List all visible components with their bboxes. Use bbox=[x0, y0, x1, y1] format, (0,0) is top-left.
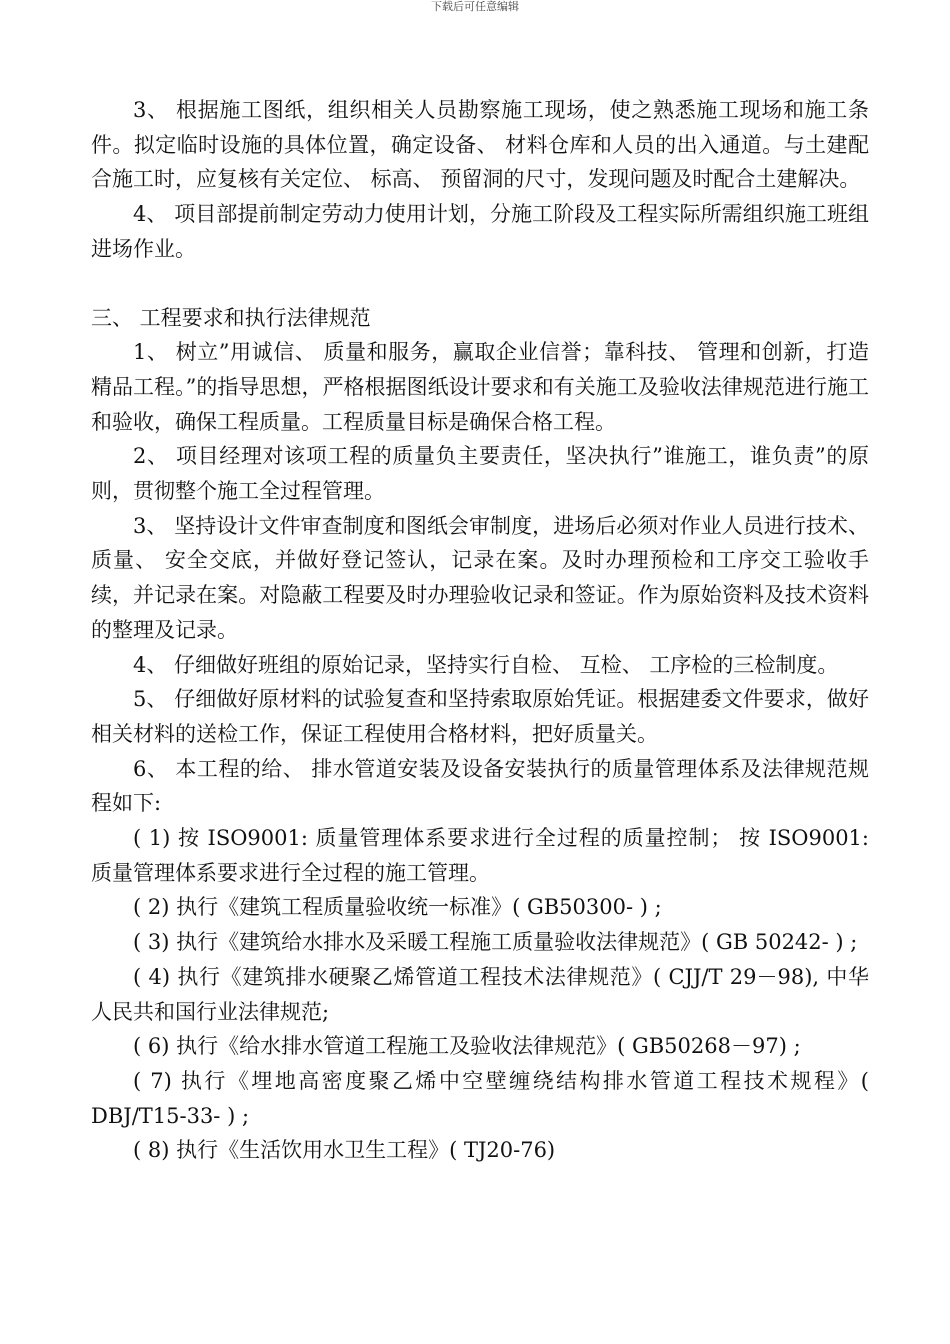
standard-item-2: ( 2) 执行《建筑工程质量验收统一标准》( GB50300- ) ; bbox=[133, 895, 662, 920]
section-heading: 三、 工程要求和执行法律规范 bbox=[91, 305, 371, 330]
page-header: 下载后可任意编辑 bbox=[431, 0, 519, 13]
paragraph-req-1: 1、 树立”用诚信、 质量和服务，赢取企业信誉；靠科技、 管理和创新，打造精品工程。”的指导思想，严格根据图纸设计要求和有关施工及验收法律规范进行施工和验收，确保工程质量。工程质量目标是确保合格工程。 bbox=[91, 340, 869, 434]
paragraph-req-3: 3、 坚持设计文件审查制度和图纸会审制度，进场后必须对作业人员进行技术、 质量、 安全交底，并做好登记签认，记录在案。及时办理预检和工序交工验收手续，并记录在案。对隐蔽工程要及时办理验收记录和签证。作为原始资料及技术资料的整理及记录。 bbox=[91, 513, 869, 642]
standard-item-1: ( 1) 按 ISO9001: 质量管理体系要求进行全过程的质量控制； 按 ISO9001: 质量管理体系要求进行全过程的施工管理。 bbox=[91, 826, 869, 885]
paragraph-req-2: 2、 项目经理对该项工程的质量负主要责任，坚决执行”谁施工，谁负责”的原则，贯彻整个施工全过程管理。 bbox=[91, 444, 869, 504]
document-body bbox=[91, 93, 869, 1168]
standard-item-7: ( 7) 执行《埋地高密度聚乙烯中空壁缠绕结构排水管道工程技术规程》( DBJ/T15-33- ) ; bbox=[91, 1068, 869, 1128]
standard-item-6: ( 6) 执行《给水排水管道工程施工及验收法律规范》( GB50268－97) ; bbox=[133, 1034, 801, 1059]
standard-item-4: ( 4) 执行《建筑排水硬聚乙烯管道工程技术法律规范》( CJJ/T 29－98), 中华人民共和国行业法律规范; bbox=[91, 964, 869, 1024]
paragraph-req-6: 6、 本工程的给、 排水管道安装及设备安装执行的质量管理体系及法律规范规程如下: bbox=[91, 756, 869, 816]
paragraph-item-3: 3、 根据施工图纸，组织相关人员勘察施工现场，使之熟悉施工现场和施工条件。拟定临时设施的具体位置，确定设备、 材料仓库和人员的出入通道。与土建配合施工时，应复核有关定位、 标高、 预留洞的尺寸，发现问题及时配合土建解决。 bbox=[91, 98, 869, 192]
standard-item-8: ( 8) 执行《生活饮用水卫生工程》( TJ20-76) bbox=[133, 1138, 556, 1163]
standard-item-3: ( 3) 执行《建筑给水排水及采暖工程施工质量验收法律规范》( GB 50242- ) ; bbox=[133, 930, 858, 955]
paragraph-req-5: 5、 仔细做好原材料的试验复查和坚持索取原始凭证。根据建委文件要求，做好相关材料的送检工作，保证工程使用合格材料，把好质量关。 bbox=[91, 687, 869, 746]
paragraph-req-4: 4、 仔细做好班组的原始记录，坚持实行自检、 互检、 工序检的三检制度。 bbox=[133, 652, 839, 677]
paragraph-item-4: 4、 项目部提前制定劳动力使用计划，分施工阶段及工程实际所需组织施工班组进场作业。 bbox=[91, 202, 869, 261]
